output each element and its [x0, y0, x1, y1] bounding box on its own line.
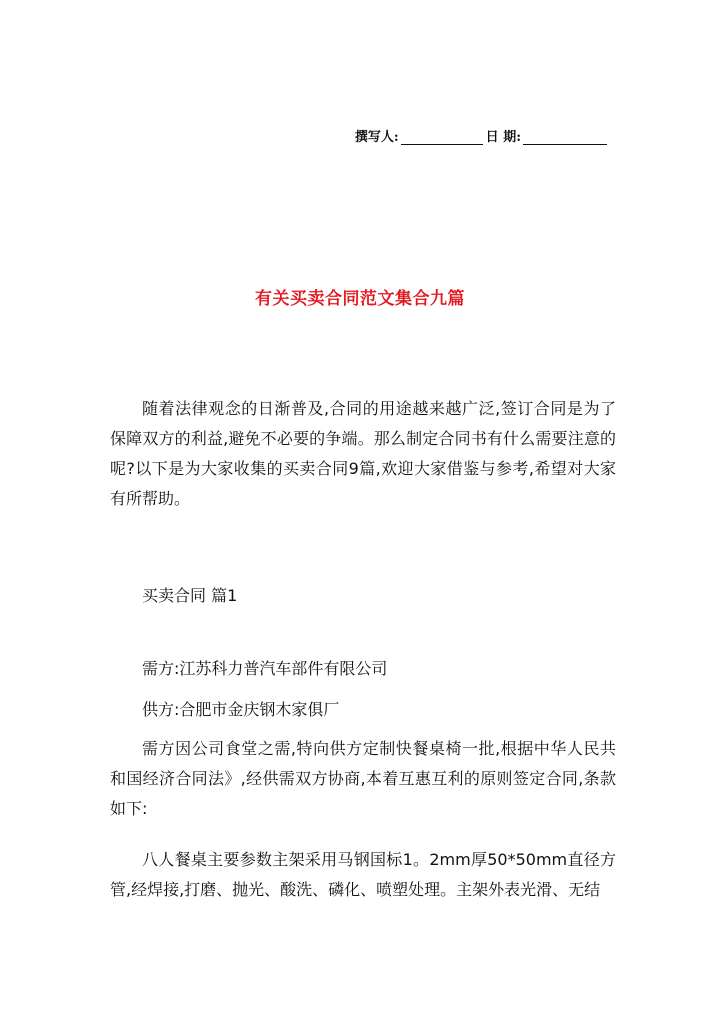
contract-paragraph-1: 需方因公司食堂之需,特向供方定制快餐桌椅一批,根据中华人民共和国经济合同法》,经供需双方协商,本着互惠互利的原则签定合同,条款如下:	[110, 739, 616, 818]
author-blank	[401, 131, 483, 145]
intro-paragraph: 随着法律观念的日渐普及,合同的用途越来越广泛,签订合同是为了保障双方的利益,避免不必要的争端。那么制定合同书有什么需要注意的呢?以下是为大家收集的买卖合同9篇,欢迎大家借鉴与参考,希望对大家有所帮助。	[110, 399, 616, 508]
date-blank	[523, 131, 607, 145]
contract-paragraph-2: 八人餐桌主要参数主架采用马钢国标1。2mm厚50*50mm直径方管,经焊接,打磨、抛光、酸洗、磷化、喷塑处理。主架外表光滑、无结	[110, 850, 616, 899]
author-date-line	[355, 126, 610, 145]
document-title: 有关买卖合同范文集合九篇	[255, 289, 465, 309]
section-title: 买卖合同 篇1	[142, 586, 238, 605]
author-label: 撰写人:	[354, 130, 399, 145]
buyer-line: 需方:江苏科力普汽车部件有限公司	[142, 659, 388, 678]
date-label: 日 期:	[485, 130, 521, 145]
seller-line: 供方:合肥市金庆钢木家俱厂	[142, 700, 340, 719]
